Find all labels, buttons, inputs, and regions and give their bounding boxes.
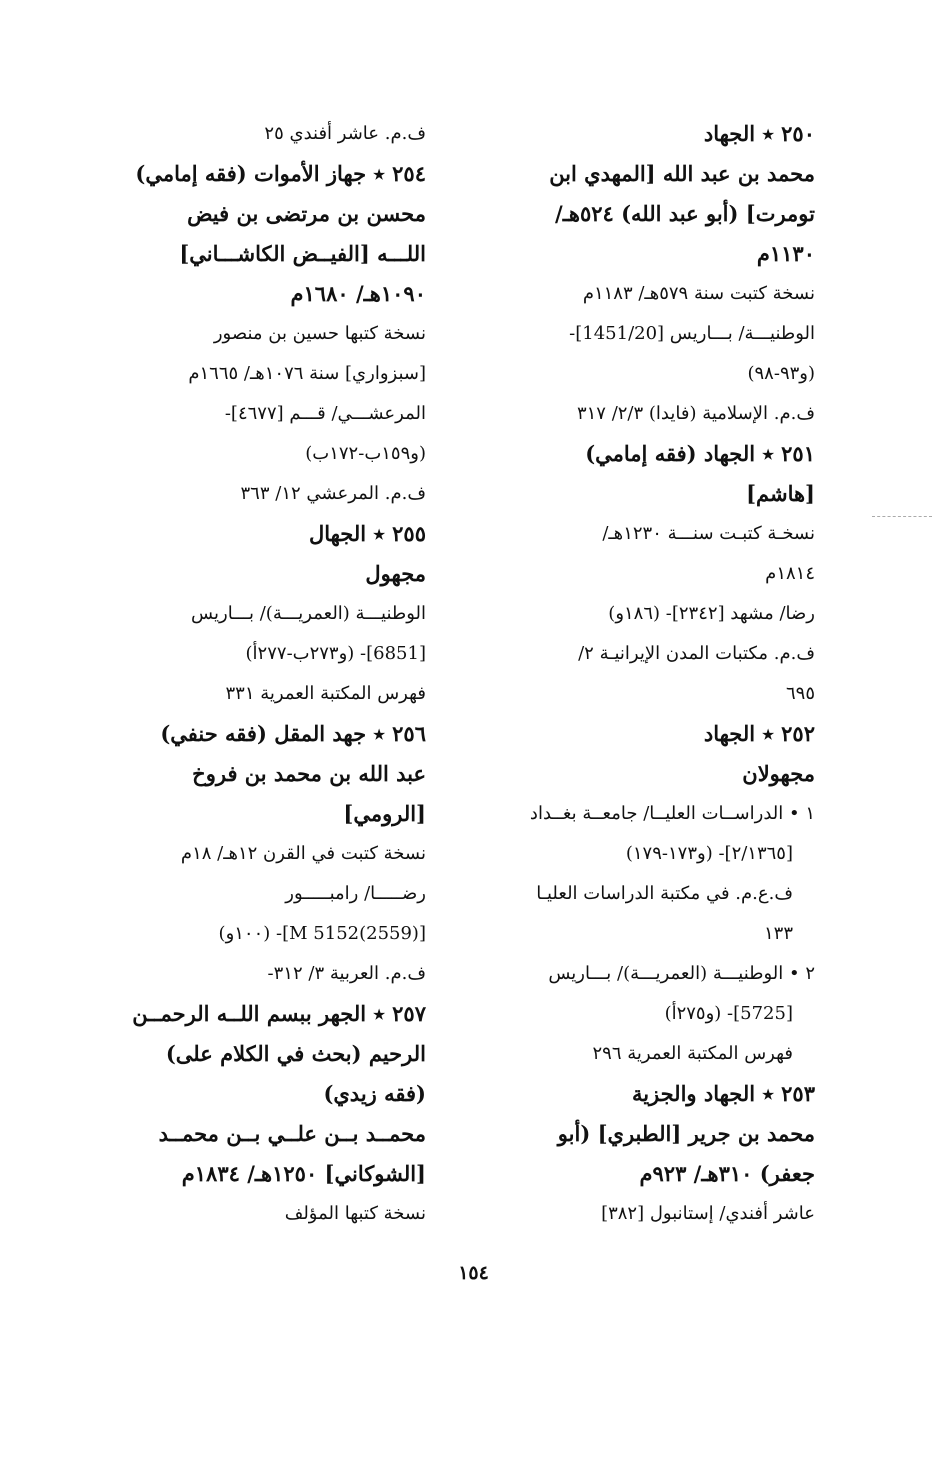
left-column-line-heading: ٢٥٤ ٭ جهاز الأموات (فقه إمامي) xyxy=(135,161,426,186)
left-column-line-note: رضـــــا/ رامبـــــور xyxy=(285,883,426,904)
right-column-line-note: ٢ • الوطنيـــة (العمريـــة)/ بـــاريس xyxy=(548,963,815,984)
left-column-line-author: (فقه زيدي) xyxy=(323,1081,426,1106)
right-column-line-author: مجهولان xyxy=(742,761,815,786)
left-column-line-note: الوطنيـــة (العمريـــة)/ بـــاريس xyxy=(191,603,426,624)
right-column-line-note: ف.م. مكتبات المدن الإيرانيـة ٢/ xyxy=(578,643,815,664)
right-column xyxy=(470,114,815,1234)
left-column-line-author: محمــد بــن علــي بــن محمــد xyxy=(158,1121,426,1146)
left-column-line-note: ف.م. عاشر أفندي ٢٥ xyxy=(264,123,426,144)
right-column-line-author: ١١٣٠م xyxy=(756,241,815,266)
right-column-line-note: ف.م. الإسلامية (فايدا) ٢/٣/ ٣١٧ xyxy=(576,403,815,424)
right-column-line-note: عاشر أفندي/ إستانبول [٣٨٢] xyxy=(601,1203,815,1224)
right-column-line-indent: فهرس المكتبة العمرية ٢٩٦ xyxy=(592,1043,793,1064)
right-column-line-note: ١٨١٤م xyxy=(765,563,815,584)
right-column-line-note: الوطنيـــة/ بـــاريس [1451/20]- xyxy=(569,323,815,344)
right-column-line-note: (و٩٣-٩٨) xyxy=(747,363,815,384)
left-column-line-author: محسن بن مرتضى بن فيض xyxy=(187,201,426,226)
left-column-line-author: [الرومي] xyxy=(343,801,426,826)
left-column-line-heading: ٢٥٦ ٭ جهد المقل (فقه حنفي) xyxy=(160,721,426,746)
right-column-line-indent: ١٣٣ xyxy=(763,923,793,944)
right-column-line-indent: [٢/١٣٦٥]- (و١٧٣-١٧٩) xyxy=(625,843,793,864)
left-column-line-note: نسخة كتبها المؤلف xyxy=(284,1203,426,1224)
left-column-line-note: [M 5152(2559)]- (١٠٠و) xyxy=(218,923,426,944)
left-column-line-note: ف.م. العربية ٣/ ٣١٢- xyxy=(267,963,426,984)
right-column-line-note: نسخة كتبت سنة ٥٧٩هـ/ ١١٨٣م xyxy=(582,283,815,304)
left-column-line-note: (و١٥٩ب-١٧٢ب) xyxy=(305,443,426,464)
right-column-line-note: ١ • الدراســات العليــا/ جامعــة بغــداد xyxy=(529,803,815,824)
right-column-line-author: [هاشم] xyxy=(746,481,815,506)
right-column-line-note: نسخـة كتبـت سنـــة ١٢٣٠هـ/ xyxy=(602,523,815,544)
right-column-line-indent: [5725]- (و٢٧٥أ) xyxy=(664,1003,793,1024)
right-column-line-heading: ٢٥٢ ٭ الجهاد xyxy=(703,721,815,746)
left-column-line-author: [الشوكاني] ١٢٥٠هـ/ ١٨٣٤م xyxy=(181,1161,426,1186)
left-column-line-author: مجهول xyxy=(365,561,426,586)
right-column-line-note: رضا/ مشهد [٢٣٤٢]- (١٨٦و) xyxy=(608,603,815,624)
right-column-line-author: محمد بن جرير [الطبري] (أبو xyxy=(557,1121,815,1146)
left-column-line-heading: ٢٥٥ ٭ الجهال xyxy=(308,521,426,546)
right-column-line-author: تومرت] (أبو عبد الله) ٥٢٤هـ/ xyxy=(555,201,815,226)
right-column-line-heading: ٢٥٣ ٭ الجهاد والجزية xyxy=(631,1081,815,1106)
left-column-line-author: الرحيم (بحث في الكلام على) xyxy=(165,1041,426,1066)
left-column-line-note: المرعشـــي/ قـــم [٤٦٧٧]- xyxy=(224,403,426,424)
right-column-line-indent: ف.ع.م. في مكتبة الدراسات العليـا xyxy=(536,883,793,904)
left-column-line-note: نسخة كتبت في القرن ١٢هـ/ ١٨م xyxy=(180,843,426,864)
right-column-line-author: محمد بن عبد الله [المهدي ابن xyxy=(549,161,815,186)
right-column-line-heading: ٢٥٠ ٭ الجهاد xyxy=(703,121,815,146)
left-column-line-author: اللـــه [الفيــض الكاشـــاني] xyxy=(179,241,426,266)
page-number: ١٥٤ xyxy=(458,1262,489,1284)
left-column-line-note: [سبزواري] سنة ١٠٧٦هـ/ ١٦٦٥م xyxy=(188,363,426,384)
left-column-line-note: ف.م. المرعشي ١٢/ ٣٦٣ xyxy=(240,483,426,504)
left-column-line-author: ١٠٩٠هـ/ ١٦٨٠م xyxy=(290,281,426,306)
right-column-line-note: ٦٩٥ xyxy=(785,683,815,704)
left-column xyxy=(96,114,426,1234)
left-column-line-note: نسخة كتبها حسين بن منصور xyxy=(213,323,426,344)
left-column-line-heading: ٢٥٧ ٭ الجهر ببسم اللــه الرحمــن xyxy=(132,1001,426,1026)
right-column-line-author: جعفر) ٣١٠هـ/ ٩٢٣م xyxy=(639,1161,815,1186)
left-column-line-note: فهرس المكتبة العمرية ٣٣١ xyxy=(225,683,426,704)
left-column-line-note: [6851]- (و٢٧٣ب-٢٧٧أ) xyxy=(245,643,426,664)
left-column-line-author: عبد الله بن محمد بن فروخ xyxy=(192,761,426,786)
right-column-line-heading: ٢٥١ ٭ الجهاد (فقه إمامي) xyxy=(585,441,815,466)
scan-mark xyxy=(872,516,932,517)
